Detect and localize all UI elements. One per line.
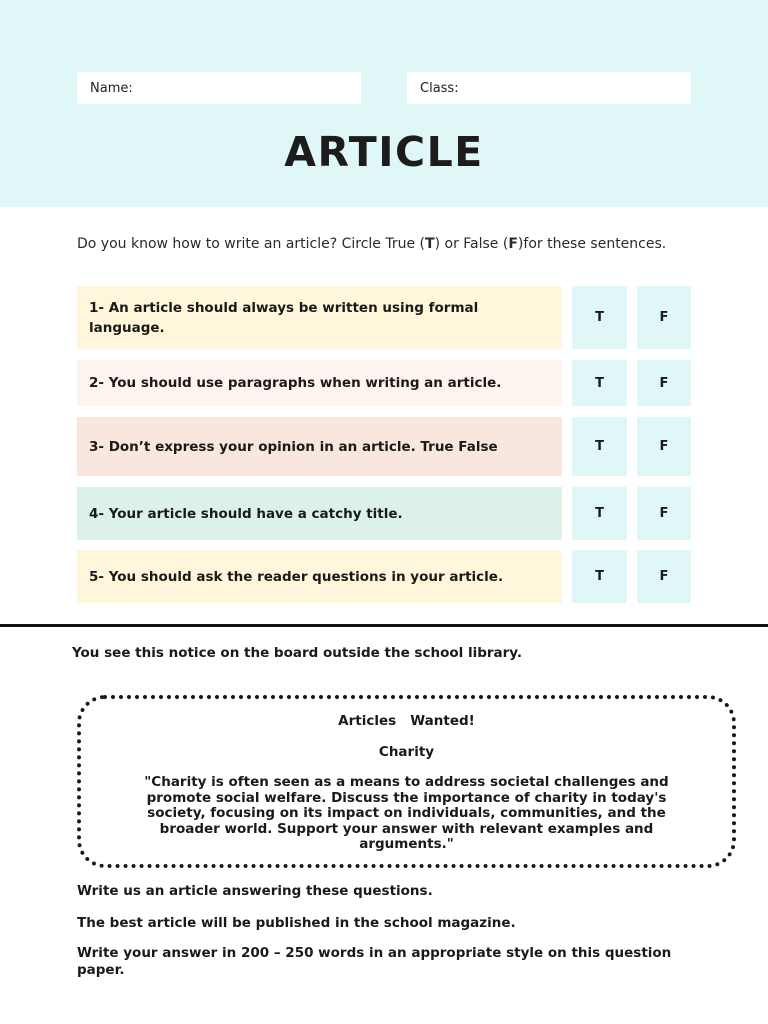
instructions-text-3: )for these sentences. [517, 236, 667, 252]
true-option[interactable]: T [572, 487, 627, 540]
true-option[interactable]: T [572, 417, 627, 476]
notice-prompt: "Charity is often seen as a means to address societal challenges and promote social welfare. Discuss the importance of charity in today's society, focusing on its impact on individuals, communities, and the broader world. Support your answer with relevant examples and arguments." [144, 774, 669, 852]
instructions-true-letter: T [425, 236, 435, 252]
false-option[interactable]: F [637, 417, 691, 476]
class-label: Class: [420, 81, 459, 96]
question-text: 1- An article should always be written using formal language. [77, 286, 562, 349]
false-option[interactable]: F [637, 487, 691, 540]
instructions-text-2: ) or False ( [434, 236, 509, 252]
notice-intro: You see this notice on the board outside the school library. [72, 645, 522, 661]
false-option[interactable]: F [637, 360, 691, 406]
question-row-4 [77, 487, 691, 540]
true-option[interactable]: T [572, 360, 627, 406]
question-row-1 [77, 286, 691, 349]
false-option[interactable]: F [637, 286, 691, 349]
class-field[interactable] [407, 72, 691, 104]
closing-line-1: Write us an article answering these questions. [77, 883, 433, 899]
instructions-text-1: Do you know how to write an article? Circle True ( [77, 236, 426, 252]
question-row-3 [77, 417, 691, 476]
question-row-5 [77, 550, 691, 603]
closing-line-3: Write your answer in 200 – 250 words in an appropriate style on this question paper. [77, 945, 672, 978]
instructions [77, 234, 677, 254]
notice-topic: Charity [378, 744, 435, 760]
notice-heading: Articles Wanted! [338, 713, 475, 729]
question-text: 5- You should ask the reader questions in your article. [77, 550, 562, 603]
question-row-2 [77, 360, 691, 406]
false-option[interactable]: F [637, 550, 691, 603]
name-field[interactable] [77, 72, 361, 104]
question-text: 4- Your article should have a catchy title. [77, 487, 562, 540]
page-title: ARTICLE [284, 128, 484, 176]
name-label: Name: [90, 81, 133, 96]
section-divider [0, 624, 768, 627]
instructions-false-letter: F [508, 236, 518, 252]
notice-box [77, 695, 736, 868]
question-text: 2- You should use paragraphs when writing an article. [77, 360, 562, 406]
question-text: 3- Don’t express your opinion in an article. True False [77, 417, 562, 476]
true-option[interactable]: T [572, 550, 627, 603]
closing-line-2: The best article will be published in the school magazine. [77, 915, 516, 931]
true-option[interactable]: T [572, 286, 627, 349]
